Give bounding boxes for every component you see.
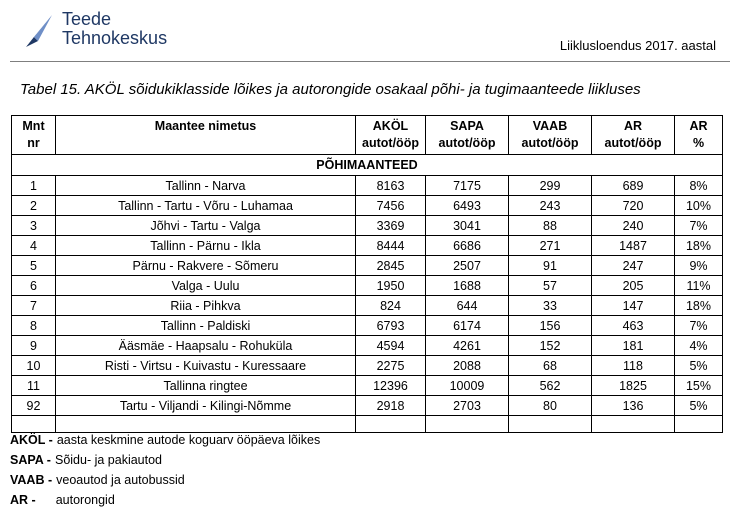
table-row bbox=[12, 376, 723, 396]
cell-name: Pärnu - Rakvere - Sõmeru bbox=[56, 256, 356, 276]
cell-arp: 10% bbox=[675, 196, 723, 216]
cell-akol: 8163 bbox=[356, 176, 426, 196]
cell-nr: 3 bbox=[12, 216, 56, 236]
table-row bbox=[12, 336, 723, 356]
header-divider bbox=[10, 61, 730, 62]
cell-ar: 205 bbox=[592, 276, 675, 296]
cell-sapa: 6493 bbox=[426, 196, 509, 216]
cell-nr: 6 bbox=[12, 276, 56, 296]
table-row bbox=[12, 276, 723, 296]
cell-ar: 689 bbox=[592, 176, 675, 196]
logo-line-1: Teede bbox=[62, 9, 112, 29]
cell-arp: 18% bbox=[675, 296, 723, 316]
cell-ar: 463 bbox=[592, 316, 675, 336]
cell-arp: 5% bbox=[675, 356, 723, 376]
cell-sapa: 10009 bbox=[426, 376, 509, 396]
table-row bbox=[12, 216, 723, 236]
cell-nr: 9 bbox=[12, 336, 56, 356]
page-header bbox=[0, 0, 740, 62]
blank-cell bbox=[675, 416, 723, 433]
logo-text bbox=[62, 10, 167, 48]
cell-nr: 4 bbox=[12, 236, 56, 256]
legend-abbr: SAPA - bbox=[10, 453, 51, 467]
cell-name: Tallinn - Narva bbox=[56, 176, 356, 196]
table-row bbox=[12, 196, 723, 216]
header-ar-percent: AR % bbox=[675, 116, 723, 155]
header-nr: Mnt nr bbox=[12, 116, 56, 155]
cell-nr: 7 bbox=[12, 296, 56, 316]
legend-item bbox=[10, 430, 320, 450]
cell-vaab: 156 bbox=[509, 316, 592, 336]
cell-sapa: 2507 bbox=[426, 256, 509, 276]
cell-name: Tallinn - Tartu - Võru - Luhamaa bbox=[56, 196, 356, 216]
section-label: PÕHIMAANTEED bbox=[12, 155, 723, 176]
cell-ar: 240 bbox=[592, 216, 675, 236]
logo-paper-plane-icon bbox=[24, 13, 54, 49]
cell-vaab: 88 bbox=[509, 216, 592, 236]
logo-line-2: Tehnokeskus bbox=[62, 28, 168, 48]
cell-ar: 118 bbox=[592, 356, 675, 376]
table-caption: Tabel 15. AKÖL sõidukiklasside lõikes ja autorongide osakaal põhi- ja tugimaanteede liikluses bbox=[20, 81, 641, 98]
cell-nr: 1 bbox=[12, 176, 56, 196]
cell-sapa: 644 bbox=[426, 296, 509, 316]
table-row bbox=[12, 176, 723, 196]
cell-sapa: 6686 bbox=[426, 236, 509, 256]
cell-ar: 147 bbox=[592, 296, 675, 316]
cell-arp: 7% bbox=[675, 316, 723, 336]
cell-sapa: 2703 bbox=[426, 396, 509, 416]
cell-vaab: 57 bbox=[509, 276, 592, 296]
cell-name: Riia - Pihkva bbox=[56, 296, 356, 316]
cell-ar: 136 bbox=[592, 396, 675, 416]
blank-cell bbox=[592, 416, 675, 433]
cell-akol: 1950 bbox=[356, 276, 426, 296]
cell-vaab: 271 bbox=[509, 236, 592, 256]
cell-name: Risti - Virtsu - Kuivastu - Kuressaare bbox=[56, 356, 356, 376]
cell-ar: 181 bbox=[592, 336, 675, 356]
legend-item bbox=[10, 450, 320, 470]
cell-sapa: 1688 bbox=[426, 276, 509, 296]
cell-ar: 1825 bbox=[592, 376, 675, 396]
cell-ar: 247 bbox=[592, 256, 675, 276]
cell-akol: 2918 bbox=[356, 396, 426, 416]
section-row bbox=[12, 155, 723, 176]
legend-abbr: AR - bbox=[10, 493, 36, 507]
cell-sapa: 7175 bbox=[426, 176, 509, 196]
blank-cell bbox=[356, 416, 426, 433]
cell-sapa: 4261 bbox=[426, 336, 509, 356]
cell-name: Tallinna ringtee bbox=[56, 376, 356, 396]
cell-akol: 8444 bbox=[356, 236, 426, 256]
legend bbox=[10, 430, 320, 510]
cell-vaab: 243 bbox=[509, 196, 592, 216]
table-row bbox=[12, 356, 723, 376]
cell-nr: 2 bbox=[12, 196, 56, 216]
cell-sapa: 3041 bbox=[426, 216, 509, 236]
cell-name: Jõhvi - Tartu - Valga bbox=[56, 216, 356, 236]
cell-name: Tallinn - Pärnu - Ikla bbox=[56, 236, 356, 256]
header-name: Maantee nimetus bbox=[56, 116, 356, 155]
cell-akol: 4594 bbox=[356, 336, 426, 356]
cell-akol: 3369 bbox=[356, 216, 426, 236]
cell-vaab: 80 bbox=[509, 396, 592, 416]
cell-vaab: 299 bbox=[509, 176, 592, 196]
cell-ar: 1487 bbox=[592, 236, 675, 256]
table-header-row bbox=[12, 116, 723, 155]
cell-arp: 5% bbox=[675, 396, 723, 416]
legend-text: autorongid bbox=[55, 493, 115, 507]
cell-vaab: 152 bbox=[509, 336, 592, 356]
cell-arp: 8% bbox=[675, 176, 723, 196]
cell-name: Tallinn - Paldiski bbox=[56, 316, 356, 336]
cell-name: Tartu - Viljandi - Kilingi-Nõmme bbox=[56, 396, 356, 416]
cell-arp: 15% bbox=[675, 376, 723, 396]
table-row bbox=[12, 316, 723, 336]
legend-item bbox=[10, 490, 320, 510]
cell-arp: 18% bbox=[675, 236, 723, 256]
cell-nr: 92 bbox=[12, 396, 56, 416]
table-row bbox=[12, 296, 723, 316]
cell-arp: 7% bbox=[675, 216, 723, 236]
cell-akol: 7456 bbox=[356, 196, 426, 216]
cell-vaab: 33 bbox=[509, 296, 592, 316]
cell-arp: 4% bbox=[675, 336, 723, 356]
document-title: Liiklusloendus 2017. aastal bbox=[559, 38, 716, 53]
cell-vaab: 562 bbox=[509, 376, 592, 396]
cell-nr: 10 bbox=[12, 356, 56, 376]
cell-vaab: 68 bbox=[509, 356, 592, 376]
cell-ar: 720 bbox=[592, 196, 675, 216]
cell-akol: 824 bbox=[356, 296, 426, 316]
blank-cell bbox=[509, 416, 592, 433]
header-sapa: SAPA autot/ööp bbox=[426, 116, 509, 155]
cell-akol: 6793 bbox=[356, 316, 426, 336]
cell-name: Valga - Uulu bbox=[56, 276, 356, 296]
legend-text: veoautod ja autobussid bbox=[56, 473, 185, 487]
cell-nr: 8 bbox=[12, 316, 56, 336]
legend-abbr: VAAB - bbox=[10, 473, 53, 487]
table-row bbox=[12, 396, 723, 416]
header-vaab: VAAB autot/ööp bbox=[509, 116, 592, 155]
cell-akol: 12396 bbox=[356, 376, 426, 396]
table-row bbox=[12, 236, 723, 256]
header-ar: AR autot/ööp bbox=[592, 116, 675, 155]
legend-text: Sõidu- ja pakiautod bbox=[54, 453, 163, 467]
table-row bbox=[12, 256, 723, 276]
legend-item bbox=[10, 470, 320, 490]
cell-arp: 9% bbox=[675, 256, 723, 276]
cell-arp: 11% bbox=[675, 276, 723, 296]
traffic-table bbox=[11, 115, 723, 433]
cell-vaab: 91 bbox=[509, 256, 592, 276]
cell-akol: 2845 bbox=[356, 256, 426, 276]
cell-akol: 2275 bbox=[356, 356, 426, 376]
legend-abbr: AKÖL - bbox=[10, 433, 53, 447]
cell-nr: 11 bbox=[12, 376, 56, 396]
legend-text: aasta keskmine autode koguarv ööpäeva lõikes bbox=[56, 433, 321, 447]
blank-cell bbox=[426, 416, 509, 433]
cell-sapa: 2088 bbox=[426, 356, 509, 376]
header-akol: AKÖL autot/ööp bbox=[356, 116, 426, 155]
cell-sapa: 6174 bbox=[426, 316, 509, 336]
cell-nr: 5 bbox=[12, 256, 56, 276]
cell-name: Ääsmäe - Haapsalu - Rohuküla bbox=[56, 336, 356, 356]
